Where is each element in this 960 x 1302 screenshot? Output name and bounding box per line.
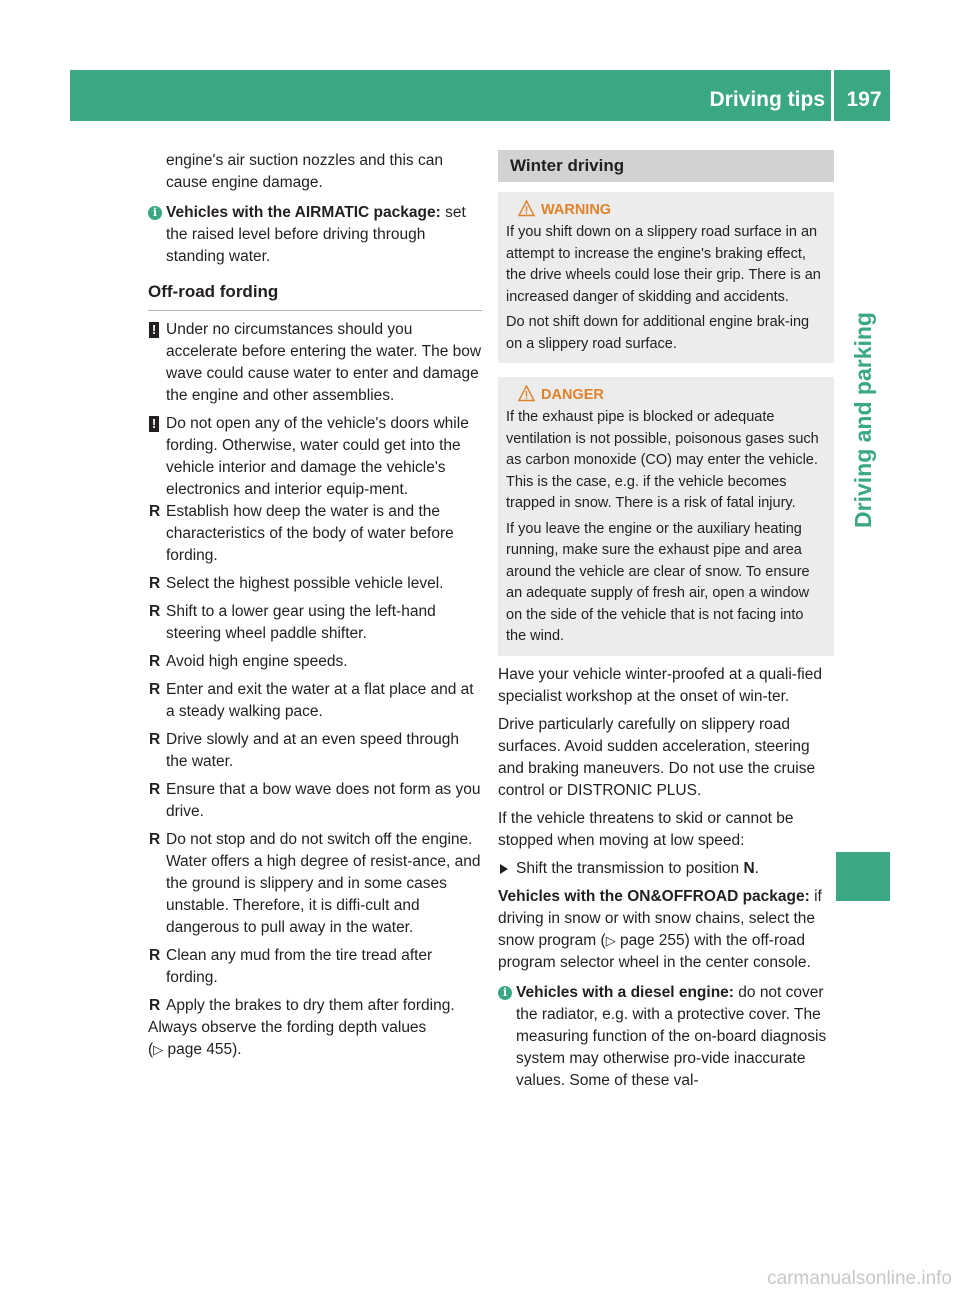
intro-text: engine's air suction nozzles and this can cause engine damage. (166, 152, 443, 191)
danger-box (498, 377, 834, 656)
step-arrow-icon (500, 864, 508, 874)
right-column (498, 150, 834, 1092)
body-text-3: If the vehicle threatens to skid or cannot be stopped when moving at low speed: (498, 809, 794, 849)
warning-text-2: Do not shift down for additional engine brak-ing on a slippery road surface. (506, 314, 810, 352)
watermark: carmanualsonline.info (767, 1268, 952, 1289)
list-item: R Avoid high engine speeds. (149, 653, 348, 670)
list-item: R Clean any mud from the tire tread after fording. (149, 947, 433, 986)
caution-text-2: Do not open any of the vehicle's doors while fording. Otherwise, water could get into the vehicle interior and damage the vehicle's electronics and interior equip-ment. (166, 415, 469, 498)
page-reference-link[interactable]: page 455). (167, 1041, 242, 1058)
instruction-step: Shift the transmission to position N. (498, 858, 834, 880)
list-item: R Select the highest possible vehicle level. (149, 575, 444, 592)
fording-bullet-list (148, 501, 482, 1017)
info-title: Vehicles with a diesel engine: (516, 983, 734, 1001)
exclamation-icon: ! (149, 416, 159, 432)
warning-triangle-icon (518, 385, 535, 402)
page-ref-arrow-icon: ▷ (153, 1042, 164, 1057)
side-tab-marker (836, 852, 890, 901)
warning-header (506, 198, 826, 222)
list-item: R Shift to a lower gear using the left-hand steering wheel paddle shifter. (149, 603, 436, 642)
exclamation-icon: ! (149, 322, 159, 338)
page-number: 197 (846, 88, 882, 111)
list-item: R Ensure that a bow wave does not form as you drive. (149, 781, 481, 820)
caution-text-1: Under no circumstances should you accelerate before entering the water. The bow wave could cause water to enter and damage the engine and other assemblies. (166, 321, 482, 404)
page-header-title: Driving tips (709, 88, 825, 111)
list-item: R Enter and exit the water at a flat place and at a steady walking pace. (149, 681, 474, 720)
warning-label: WARNING (541, 202, 612, 218)
page-reference-link[interactable]: page 255 (620, 931, 685, 949)
header-separator (831, 70, 834, 121)
danger-text-1: If the exhaust pipe is blocked or adequate ventilation is not possible, poisonous gases such as carbon monoxide (CO) may enter the vehicle. This is the case, e.g. if the vehicle becomes trapped in snow. There is a risk of fatal injury. (506, 409, 819, 511)
warning-text-1: If you shift down on a slippery road surface in an attempt to increase the engine's braking effect, the drive wheels could lose their grip. There is an increased danger of skidding and accidents. (506, 224, 821, 305)
side-tab-label: Driving and parking (850, 312, 876, 528)
caution-note-1 (148, 319, 482, 407)
info-icon: i (498, 986, 512, 1000)
info-icon: i (148, 206, 162, 220)
closing-text: Always observe the fording depth values (▷ page 455). (148, 1019, 427, 1058)
danger-header (506, 383, 826, 407)
danger-label: DANGER (541, 387, 604, 403)
onoffroad-paragraph: Vehicles with the ON&OFFROAD package: if driving in snow or with snow chains, select the snow program (▷ page 255) with the off-road program selector wheel in the center console. (498, 887, 822, 971)
page-ref-arrow-icon: ▷ (605, 932, 616, 948)
section-heading-winter-driving: Winter driving (498, 150, 834, 182)
section-heading-off-road-fording: Off-road fording (148, 280, 482, 311)
caution-note-2 (148, 413, 482, 501)
list-item: R Do not stop and do not switch off the engine. Water offers a high degree of resist-ance, and the ground is slippery and in some cases unstable. Therefore, it is diffi-cult and dangerous to pull away in the water. (149, 831, 481, 936)
list-item: R Establish how deep the water is and the characteristics of the body of water before fording. (149, 503, 454, 564)
info-text: set the raised level before driving through standing water. (166, 204, 466, 265)
info-text: do not cover the radiator, e.g. with a protective cover. The measuring function of the on-board diagnosis system may otherwise pro-vide inaccurate values. Some of these val- (516, 983, 827, 1089)
body-text-2: Drive particularly carefully on slippery road surfaces. Avoid sudden acceleration, steering and braking maneuvers. Do not use the cruise control or DISTRONIC PLUS. (498, 715, 816, 799)
list-item: R Apply the brakes to dry them after fording. (149, 997, 455, 1014)
body-text-1: Have your vehicle winter-proofed at a quali-fied specialist workshop at the onset of win-ter. (498, 665, 822, 705)
warning-triangle-icon (518, 200, 535, 217)
warning-box (498, 192, 834, 363)
info-note-airmatic (148, 202, 482, 268)
list-item: R Drive slowly and at an even speed through the water. (149, 731, 459, 770)
info-title: Vehicles with the AIRMATIC package: (166, 204, 441, 221)
left-column (148, 150, 482, 1061)
danger-text-2: If you leave the engine or the auxiliary heating running, make sure the exhaust pipe and area around the vehicle are clear of snow. To ensure an adequate supply of fresh air, open a window on the side of the vehicle that is not facing into the wind. (506, 520, 810, 644)
info-note-diesel (498, 982, 834, 1092)
